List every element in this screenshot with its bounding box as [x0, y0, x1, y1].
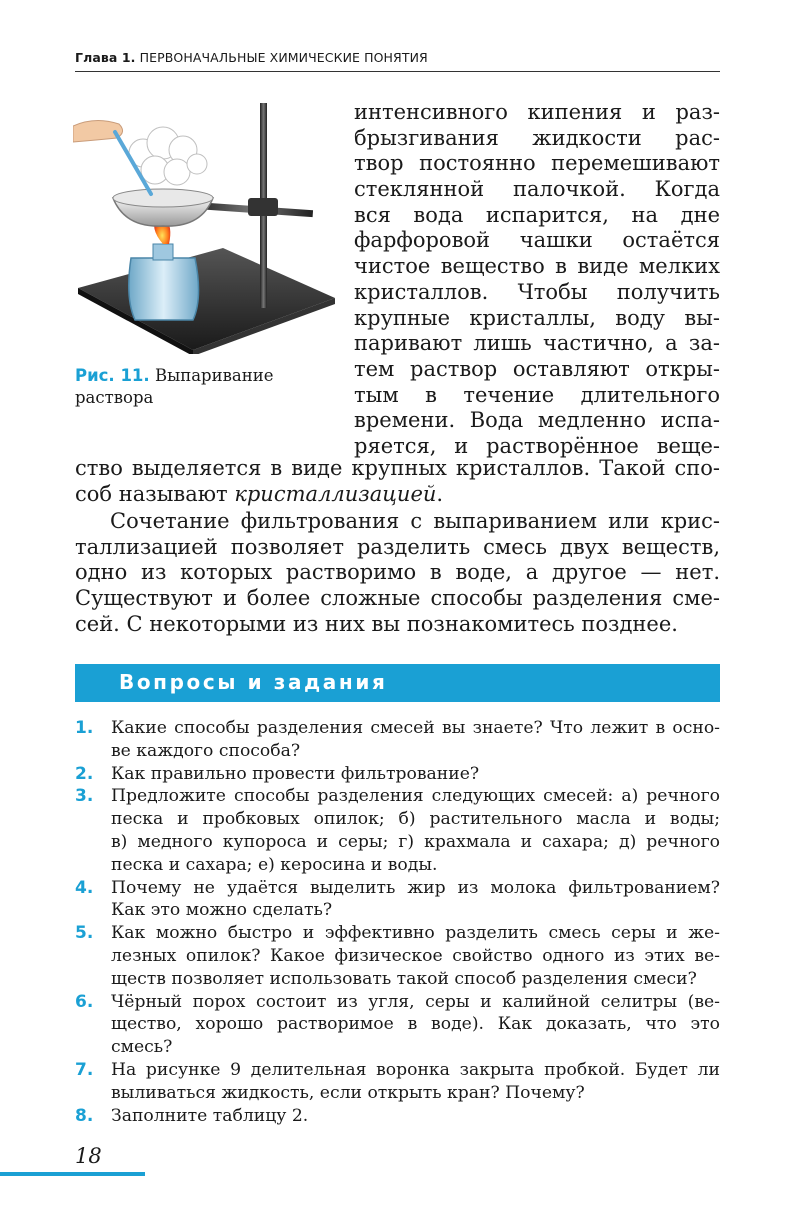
text-line [75, 482, 720, 508]
text-line: брызгивания жидкости рас- [354, 125, 720, 150]
text-line: твор постоянно перемешивают [354, 151, 720, 176]
question-item [75, 717, 720, 763]
text-line: тым в течение длительного [354, 382, 720, 407]
evaporation-illustration [73, 98, 338, 354]
text-fragment: . [436, 481, 444, 506]
question-line: Заполните таблицу 2. [111, 1105, 309, 1126]
question-line: ществ позволяет использовать такой способ разделения смеси? [111, 968, 697, 989]
question-text [111, 1059, 720, 1105]
caption-text-1: Выпаривание [154, 366, 274, 385]
question-item [75, 1059, 720, 1105]
text-line: кристаллов. Чтобы получить [354, 279, 720, 304]
question-item [75, 1105, 720, 1128]
question-item [75, 922, 720, 990]
question-text [111, 785, 720, 876]
figure-label: Рис. 11. [75, 366, 150, 385]
text-line: Существуют и более сложные способы разделения сме- [75, 586, 720, 611]
question-line: Предложите способы разделения следующих смесей: а) речного [111, 786, 720, 807]
question-text [111, 922, 720, 990]
question-item [75, 877, 720, 923]
question-line: На рисунке 9 делительная воронка закрыта пробкой. Будет ли [111, 1059, 720, 1080]
running-header [75, 50, 720, 72]
question-number: 8. [75, 1105, 94, 1126]
question-number: 1. [75, 718, 94, 738]
question-line: в) медного купороса и серы; г) крахмала и сахара; д) речного [111, 831, 720, 852]
text-line: интенсивного кипения и раз- [354, 100, 720, 124]
question-item [75, 785, 720, 876]
question-line: Как это можно сделать? [111, 900, 333, 921]
question-number: 4. [75, 877, 94, 898]
question-line: песка и сахара; е) керосина и воды. [111, 854, 438, 875]
question-text [111, 991, 720, 1059]
question-line: ве каждого способа? [111, 740, 301, 761]
questions-heading-bar [75, 664, 720, 702]
stand-base [78, 248, 335, 350]
text-line: паривают лишь частично, а за- [354, 331, 720, 356]
text-fragment: соб называют [75, 481, 235, 506]
text-line: одно из которых растворимо в воде, а другое — нет. [75, 560, 720, 585]
alcohol-lamp [129, 258, 199, 320]
text-line: чистое вещество в виде мелких [354, 254, 720, 279]
question-item [75, 763, 720, 786]
question-line: выливаться жидкость, если открыть кран? Почему? [111, 1082, 585, 1103]
question-line: лезных опилок? Какое физическое свойство одного из этих ве- [111, 945, 720, 966]
text-line: времени. Вода медленно испа- [354, 408, 720, 433]
text-line: стеклянной палочкой. Когда [354, 177, 720, 202]
text-line: тем раствор оставляют откры- [354, 356, 720, 381]
text-line: ство выделяется в виде крупных кристаллов. Такой спо- [75, 456, 720, 480]
question-text [111, 717, 720, 763]
question-number: 6. [75, 991, 94, 1012]
chapter-title: ПЕРВОНАЧАЛЬНЫЕ ХИМИЧЕСКИЕ ПОНЯТИЯ [139, 50, 428, 65]
question-number: 3. [75, 786, 94, 807]
question-line: Какие способы разделения смесей вы знаете? Что лежит в осно- [111, 718, 720, 738]
question-number: 2. [75, 763, 94, 784]
footer-accent-line [0, 1172, 145, 1176]
chapter-label: Глава 1. [75, 50, 136, 65]
text-line: ряется, и растворённое веще- [354, 433, 720, 458]
figure-caption [75, 365, 325, 409]
question-line: Как можно быстро и эффективно разделить смесь серы и же- [111, 923, 720, 944]
text-line: Сочетание фильтрования с выпариванием или крис- [110, 509, 720, 533]
question-number: 7. [75, 1059, 94, 1080]
questions-heading: Вопросы и задания [119, 670, 388, 694]
text-line: крупные кристаллы, воду вы- [354, 305, 720, 330]
question-text [111, 763, 720, 786]
paragraph-2 [75, 509, 720, 637]
question-line: Как правильно провести фильтрование? [111, 763, 480, 784]
page-number: 18 [75, 1144, 102, 1168]
text-line: фарфоровой чашки остаётся [354, 228, 720, 253]
paragraph-continuation [75, 456, 720, 507]
text-line: таллизацией позволяет разделить смесь двух веществ, [75, 534, 720, 559]
question-line: Чёрный порох состоит из угля, серы и калийной селитры (ве- [111, 991, 720, 1012]
question-line: смесь? [111, 1037, 173, 1058]
question-line: песка и пробковых опилок; б) растительного масла и воды; [111, 809, 720, 830]
question-line: щество, хорошо растворимое в воде). Как доказать, что это [111, 1014, 720, 1035]
term-crystallization: кристаллизацией [234, 481, 437, 506]
right-column-text [354, 100, 720, 460]
question-text [111, 877, 720, 923]
question-text [111, 1105, 720, 1128]
questions-list [75, 717, 720, 1127]
question-item [75, 991, 720, 1059]
question-number: 5. [75, 923, 94, 944]
caption-text-2: раствора [75, 388, 154, 407]
text-line: сей. С некоторыми из них вы познакомитесь позднее. [75, 611, 678, 636]
question-line: Почему не удаётся выделить жир из молока фильтрованием? [111, 877, 720, 898]
text-line: вся вода испарится, на дне [354, 202, 720, 227]
